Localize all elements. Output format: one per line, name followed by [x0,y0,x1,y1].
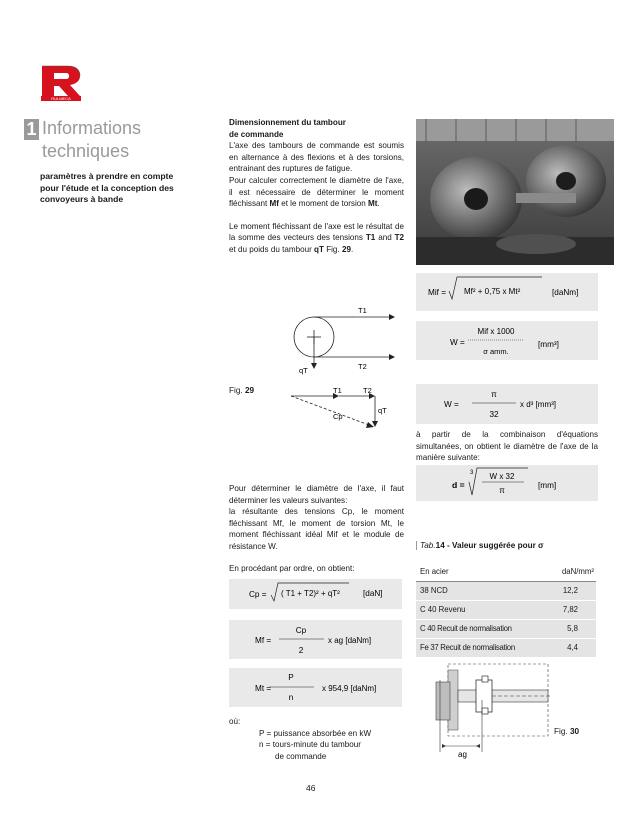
section-title-line1: Informations [42,118,142,138]
table-caption-number: 14 [435,541,445,550]
table-row [416,601,596,620]
n-definition-1: n = tours-minute du tambour [259,740,361,750]
column-2-bottom [229,483,404,574]
fig29-label [229,386,254,395]
table-cell-value: 7,82 [562,605,578,614]
n-definition-2: de commande [275,751,327,761]
mif-unit: [daNm] [552,288,579,297]
paragraph-4: la résultante des tensions Cp, le moment fléchissant Mf, le moment de torsion Mt, le moment fléchissant idéal Mif et le module de résistance W. [229,507,404,551]
fig30-prefix: Fig. [554,727,568,736]
p-definition: P = puissance absorbée en kW [259,728,372,738]
mt-lhs: Mt = [255,684,272,693]
diag2-t1: T1 [333,386,342,395]
formula-mt-box [229,668,402,707]
paragraph-5: En procédant par ordre, on obtient: [229,563,355,573]
formula-w2-box [416,384,598,424]
d-index: 3 [470,470,474,476]
mif-radicand: Mf² + 0,75 x Mt² [464,287,521,296]
formula-mt [229,668,402,707]
table-row [416,639,596,658]
table-header-left: En acier [420,567,449,576]
fig30-ag: ag [458,750,467,759]
paragraph-3: Pour déterminer le diamètre de l'axe, il faut déterminer les valeurs suivantes: [229,484,404,505]
mf-num: Cp [295,626,307,635]
w1-lhs: W = [450,338,465,347]
w2-tail: x d³ [mm³] [520,400,556,409]
diag1-t1: T1 [358,306,367,315]
drum-shaft-photo [416,119,614,265]
drum-tension-diagram [285,303,405,375]
para1a: L'axe des tambours de commande est soumis en alternance à des flexions et à des torsions, entrainant des ruptures de fatigue. [229,141,404,174]
formula-mf [229,620,402,659]
heading-line1: Dimensionnement du tambour [229,118,346,127]
formula-w2 [416,384,598,424]
para2b: and [378,233,392,243]
cp-unit: [daN] [363,589,383,598]
table-row [416,620,596,639]
paragraph-1 [229,140,404,210]
table-cell-value: 4,4 [567,643,578,652]
table-cell-label: C 40 Revenu [420,605,466,614]
para2e: . [350,244,354,254]
formula-cp [229,579,402,609]
fig29-number: 29 [244,386,255,395]
formula-mif-box [416,273,598,311]
table-caption [416,541,602,550]
diag2-t2: T2 [363,386,372,395]
table-cell-label: C 40 Recuit de normalisation [420,624,512,633]
fig-ref: 29 [341,244,351,254]
table-cell-value: 5,8 [567,624,578,633]
fig30-number: 30 [569,727,580,736]
para1c: et le moment de torsion [281,199,366,209]
section-number: 1 [24,119,39,140]
logo-text: RULMECA [51,96,71,102]
d-lhs: d = [452,480,465,490]
formula-mf-box [229,620,402,659]
diag1-t2: T2 [358,362,367,371]
w1-unit: [mm³] [538,340,559,349]
column-3-paragraph: à partir de la combinaison d'équations simultanées, on obtient le diamètre de l'axe de la manière suivante: [416,430,598,463]
w2-den: 32 [489,410,499,419]
t1-term: T1 [365,233,376,243]
diag1-qt: qT [299,366,308,375]
column-2-top [229,117,404,256]
section-subtitle: paramètres à prendre en compte pour l'étude et la conception des convoyeurs à bande [40,171,174,204]
paragraph-2 [229,221,404,256]
para1b: Pour calculer correctement le diamètre de l'axe, il est nécessaire de déterminer le moment fléchissant [229,175,404,209]
mt-den: n [288,693,294,702]
formula-d-box [416,465,598,501]
table-cell-label: 38 NCD [420,586,448,595]
qt-term: qT [314,244,324,254]
mf-term: Mf [269,199,279,209]
w1-num: Mif x 1000 [477,327,515,336]
cp-lhs: Cp = [249,590,267,599]
table-caption-prefix: Tab. [420,541,436,550]
para1d: . [377,199,380,209]
table-cell-label: Fe 37 Recuit de normalisation [420,643,515,652]
vector-triangle-diagram [285,384,395,432]
table-header-right: daN/mm² [561,567,594,576]
d-num: W x 32 [489,472,515,481]
formula-w1 [416,321,598,360]
w1-den: σ amm. [483,347,509,356]
table-header-row [416,563,596,582]
sigma-table [416,563,596,658]
formula-d [416,465,598,501]
w2-lhs: W = [444,400,459,409]
d-unit: [mm] [538,481,557,490]
table-caption-text: - Valeur suggérée pour σ [447,541,544,550]
fig30-label [554,727,579,736]
section-title-line2: techniques [42,141,130,161]
formula-mif [416,273,598,311]
para2a: Le moment fléchissant de l'axe est le résultat de la somme des vecteurs des tensions [229,221,404,243]
fig29-prefix: Fig. [229,386,243,395]
formula-cp-box [229,579,402,609]
ou-label: où: [229,717,241,726]
para2c: et du poids du tambour [229,244,312,254]
table-cell-value: 12,2 [562,586,578,595]
mf-lhs: Mf = [255,636,272,645]
cp-radicand: ( T1 + T2)² + qT² [281,589,340,598]
mt-term: Mt [368,199,378,209]
rulmeca-logo [38,60,84,102]
mf-tail: x ag [daNm] [328,636,372,645]
mf-den: 2 [298,646,304,655]
para2d: Fig. [326,244,340,254]
formula-w1-box [416,321,598,360]
diag2-qt: qT [378,406,387,415]
mt-num: P [288,673,294,682]
t2-term: T2 [394,233,405,243]
heading-line2: de commande [229,129,284,139]
mif-lhs: Mif = [428,288,446,297]
section-title [42,117,182,163]
table-row [416,582,596,601]
mt-tail: x 954,9 [daNm] [322,684,377,693]
definitions [229,716,409,762]
d-den: π [499,486,505,495]
fig30-shaft-drawing [430,660,560,760]
diag2-cp: Cp [333,412,343,421]
page-number: 46 [306,783,316,793]
w2-num: π [491,390,497,399]
